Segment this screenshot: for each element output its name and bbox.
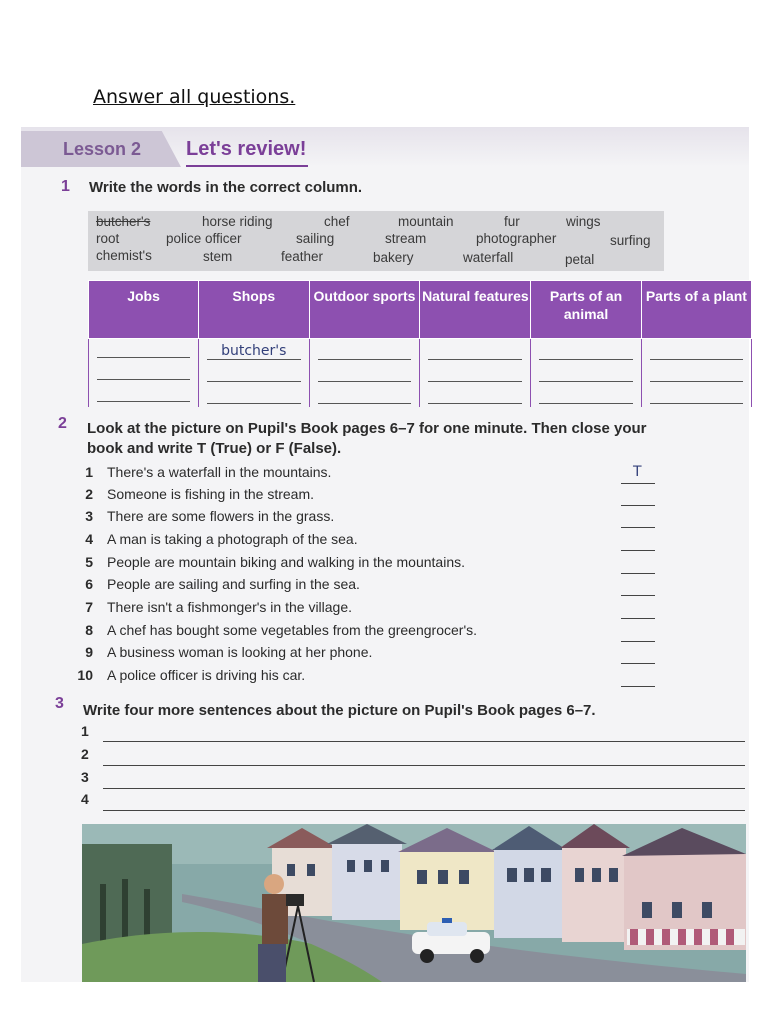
tf-answer: T — [633, 464, 642, 480]
word-bank-item: horse riding — [202, 214, 273, 229]
tf-answer-blank[interactable] — [621, 686, 655, 687]
q2-number: 2 — [58, 415, 67, 432]
q1-number: 1 — [61, 178, 70, 195]
tf-answer-blank[interactable] — [621, 483, 655, 484]
writing-line-number: 2 — [81, 746, 89, 762]
writing-line-number: 4 — [81, 791, 89, 807]
tf-answer-blank[interactable] — [621, 595, 655, 596]
tf-answer-blank[interactable] — [621, 663, 655, 664]
writing-line[interactable] — [103, 810, 745, 811]
lesson-label: Lesson 2 — [63, 139, 142, 159]
column-header: Shops — [199, 281, 309, 339]
word-bank-item: chef — [324, 214, 350, 229]
tf-answer-blank[interactable] — [621, 550, 655, 551]
word-bank-item: police officer — [166, 231, 242, 246]
word-bank — [88, 211, 664, 271]
lesson-header — [21, 127, 749, 167]
word-bank-item: wings — [566, 214, 601, 229]
answer-cell[interactable] — [199, 339, 309, 408]
writing-line[interactable] — [103, 788, 745, 789]
word-bank-item: waterfall — [463, 250, 514, 265]
tf-answer-blank[interactable] — [621, 618, 655, 619]
tf-answer-blank[interactable] — [621, 505, 655, 506]
tf-answer-blank[interactable] — [621, 527, 655, 528]
answer-cell[interactable] — [309, 339, 420, 408]
word-columns-table — [88, 280, 752, 407]
answer-cell[interactable] — [420, 339, 531, 408]
word-bank-item: bakery — [373, 250, 414, 265]
word-bank-item: stem — [203, 249, 233, 264]
column-header: Natural features — [420, 281, 531, 339]
answer-cell[interactable] — [641, 339, 751, 408]
worksheet: Lesson 2 Let's review! 1 Write the words in the correct column. butcher's horse riding chef mountain fur wings root police officer sailing stream photographer surfing chemist's stem feather bakery waterfall petal Jobs Shops Outdoor sports Natural features Parts of an animal Parts of a plant butcher's 2 Look at the picture on Pupil's Book pages 6–7 for one minute. Then close your book and write T (True) or F (False). 1 There's a waterfall in the mountains. T 2 Someone is fishing in the stream. 3 There are some flowers in the grass. 4 A man is taking a photograph of the sea. 5 People are mountain biking and walking in the mountains. 6 People are sailing and surfing in the sea. 7 There isn't a fishmonger's in the village. 8 A chef has bought some vegetables from the greengrocer's. 9 A business woman is looking at her phone. 10 A police officer is driving his car. 3 Write four more sentences about the picture on Pupil's Book pages 6–7. 1 2 3 4 — [21, 127, 749, 982]
word-bank-item: sailing — [296, 231, 335, 246]
word-bank-item: petal — [565, 252, 595, 267]
word-bank-item: root — [96, 231, 120, 246]
column-header: Jobs — [89, 281, 199, 339]
word-bank-item: stream — [385, 231, 427, 246]
q2-prompt-line1: Look at the picture on Pupil's Book pages 6–7 for one minute. Then close your — [87, 420, 647, 437]
title-underline — [186, 165, 308, 167]
word-bank-item: photographer — [476, 231, 557, 246]
q3-number: 3 — [55, 695, 64, 712]
writing-line[interactable] — [103, 765, 745, 766]
word-bank-item: butcher's — [96, 214, 151, 229]
column-header: Parts of an animal — [531, 281, 642, 339]
column-header: Outdoor sports — [309, 281, 420, 339]
q2-prompt-line2: book and write T (True) or F (False). — [87, 440, 342, 457]
word-bank-item: surfing — [610, 233, 651, 248]
tf-answer-blank[interactable] — [621, 641, 655, 642]
q1-prompt: Write the words in the correct column. — [89, 179, 363, 196]
word-bank-item: fur — [504, 214, 520, 229]
tf-answer-blank[interactable] — [621, 573, 655, 574]
answer-cell[interactable] — [89, 339, 199, 408]
example-answer: butcher's — [221, 343, 287, 359]
word-bank-item: feather — [281, 249, 324, 264]
word-bank-item: mountain — [398, 214, 454, 229]
column-header: Parts of a plant — [641, 281, 751, 339]
writing-line-number: 1 — [81, 723, 89, 739]
page-instruction: Answer all questions. — [93, 86, 296, 108]
writing-line[interactable] — [103, 741, 745, 742]
word-bank-item: chemist's — [96, 248, 152, 263]
answer-cell[interactable] — [531, 339, 642, 408]
village-illustration — [82, 824, 746, 982]
q3-prompt: Write four more sentences about the picture on Pupil's Book pages 6–7. — [83, 702, 596, 719]
lesson-title: Let's review! — [186, 138, 307, 160]
writing-line-number: 3 — [81, 769, 89, 785]
